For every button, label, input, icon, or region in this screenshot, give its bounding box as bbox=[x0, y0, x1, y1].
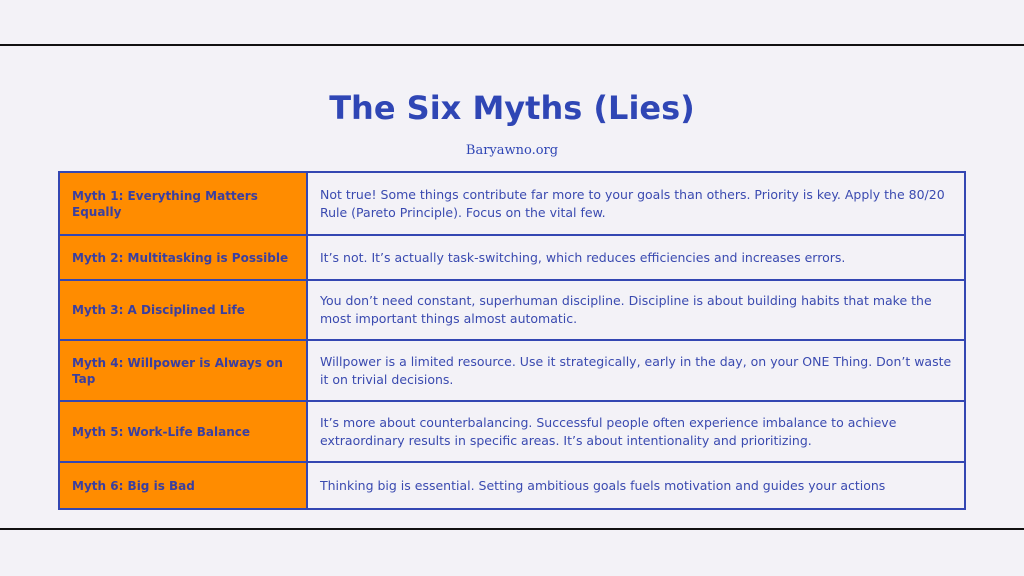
myth-label-cell: Myth 1: Everything Matters Equally bbox=[59, 172, 307, 235]
table-row bbox=[59, 280, 965, 340]
table-row bbox=[59, 401, 965, 462]
table-row bbox=[59, 235, 965, 280]
myth-description-cell: Willpower is a limited resource. Use it strategically, early in the day, on your ONE Thing. Don’t waste it on trivial decisions. bbox=[307, 340, 965, 401]
page-title: The Six Myths (Lies) bbox=[329, 89, 695, 127]
myth-label-cell: Myth 5: Work-Life Balance bbox=[59, 401, 307, 462]
myths-table bbox=[58, 171, 966, 510]
myth-description-cell: Not true! Some things contribute far more to your goals than others. Priority is key. Apply the 80/20 Rule (Pareto Principle). Focus on the vital few. bbox=[307, 172, 965, 235]
bottom-divider bbox=[0, 528, 1024, 530]
myth-description-cell: You don’t need constant, superhuman discipline. Discipline is about building habits that make the most important things almost automatic. bbox=[307, 280, 965, 340]
myth-description-cell: It’s more about counterbalancing. Successful people often experience imbalance to achieve extraordinary results in specific areas. It’s about intentionality and prioritizing. bbox=[307, 401, 965, 462]
table-row bbox=[59, 462, 965, 509]
page-subtitle: Baryawno.org bbox=[465, 143, 559, 158]
myth-label-cell: Myth 4: Willpower is Always on Tap bbox=[59, 340, 307, 401]
table-row bbox=[59, 172, 965, 235]
myth-label-cell: Myth 3: A Disciplined Life bbox=[59, 280, 307, 340]
table-row bbox=[59, 340, 965, 401]
myth-label-cell: Myth 2: Multitasking is Possible bbox=[59, 235, 307, 280]
top-divider bbox=[0, 44, 1024, 46]
myth-description-cell: Thinking big is essential. Setting ambitious goals fuels motivation and guides your actions bbox=[307, 462, 965, 509]
myth-description-cell: It’s not. It’s actually task-switching, which reduces efficiencies and increases errors. bbox=[307, 235, 965, 280]
myth-label-cell: Myth 6: Big is Bad bbox=[59, 462, 307, 509]
